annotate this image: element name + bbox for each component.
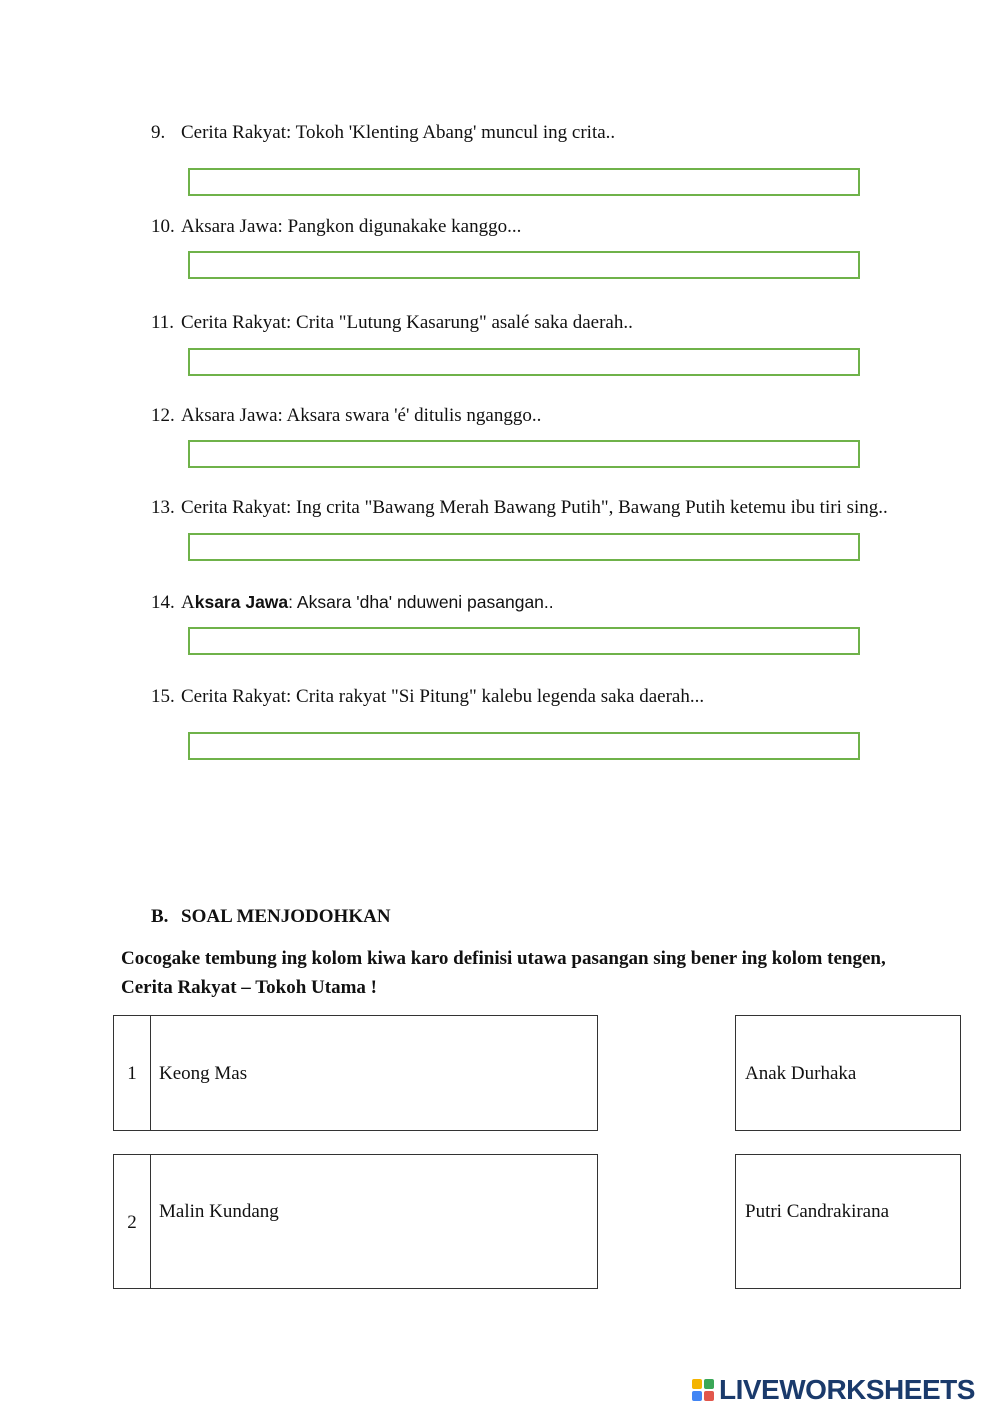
answer-input-14[interactable] xyxy=(188,627,860,655)
question-text: Cerita Rakyat: Tokoh 'Klenting Abang' muncul ing crita.. xyxy=(181,122,616,143)
question-number: 12. xyxy=(151,405,175,426)
logo-square xyxy=(704,1391,714,1401)
question-text: Cerita Rakyat: Ing crita "Bawang Merah Bawang Putih", Bawang Putih ketemu ibu tiri sing.. xyxy=(181,497,888,518)
question-number: 10. xyxy=(151,216,175,237)
answer-input-15[interactable] xyxy=(188,732,860,760)
question-number: 9. xyxy=(151,122,166,143)
question-10 xyxy=(151,216,521,238)
section-title: SOAL MENJODOHKAN xyxy=(181,906,391,927)
answer-input-11[interactable] xyxy=(188,348,860,376)
item-text: Keong Mas xyxy=(159,1063,248,1084)
answer-input-10[interactable] xyxy=(188,251,860,279)
item-text: Malin Kundang xyxy=(159,1201,279,1222)
item-number-cell xyxy=(114,1016,151,1130)
question-text: Aksara Jawa: Aksara swara 'é' ditulis nganggo.. xyxy=(181,405,542,426)
question-text-rest: : Aksara 'dha' nduweni pasangan.. xyxy=(288,592,554,612)
match-left-item[interactable] xyxy=(113,1154,598,1289)
question-text-bold: ksara Jawa xyxy=(194,592,289,612)
question-14 xyxy=(151,592,554,614)
question-text: Aksara Jawa: Pangkon digunakake kanggo... xyxy=(181,216,522,237)
match-left-item[interactable] xyxy=(113,1015,598,1131)
question-15 xyxy=(151,686,704,708)
answer-input-13[interactable] xyxy=(188,533,860,561)
item-number: 1 xyxy=(127,1063,137,1084)
liveworksheets-logo xyxy=(692,1373,975,1407)
match-right-item[interactable] xyxy=(735,1154,961,1289)
logo-square xyxy=(692,1391,702,1401)
match-right-item[interactable] xyxy=(735,1015,961,1131)
item-number: 2 xyxy=(127,1212,137,1233)
question-13 xyxy=(151,497,888,519)
logo-square xyxy=(692,1379,702,1389)
brand-name: LIVEWORKSHEETS xyxy=(719,1374,975,1405)
question-11 xyxy=(151,312,633,334)
section-heading xyxy=(151,906,391,928)
question-9 xyxy=(151,122,615,144)
answer-input-12[interactable] xyxy=(188,440,860,468)
section-instruction: Cocogake tembung ing kolom kiwa karo definisi utawa pasangan sing bener ing kolom tengen, Cerita Rakyat – Tokoh Utama ! xyxy=(121,948,886,998)
item-text: Putri Candrakirana xyxy=(745,1201,890,1222)
logo-square xyxy=(704,1379,714,1389)
question-number: 14. xyxy=(151,592,175,613)
question-number: 15. xyxy=(151,686,175,707)
item-text: Anak Durhaka xyxy=(745,1063,857,1084)
answer-input-9[interactable] xyxy=(188,168,860,196)
section-letter: B. xyxy=(151,906,169,927)
item-number-cell xyxy=(114,1155,151,1288)
question-text: Cerita Rakyat: Crita "Lutung Kasarung" asalé saka daerah.. xyxy=(181,312,633,333)
question-text-prefix: A xyxy=(181,592,195,613)
question-number: 13. xyxy=(151,497,175,518)
question-12 xyxy=(151,405,541,427)
logo-icon xyxy=(692,1379,714,1401)
question-text: Cerita Rakyat: Crita rakyat "Si Pitung" kalebu legenda saka daerah... xyxy=(181,686,705,707)
question-number: 11. xyxy=(151,312,175,333)
